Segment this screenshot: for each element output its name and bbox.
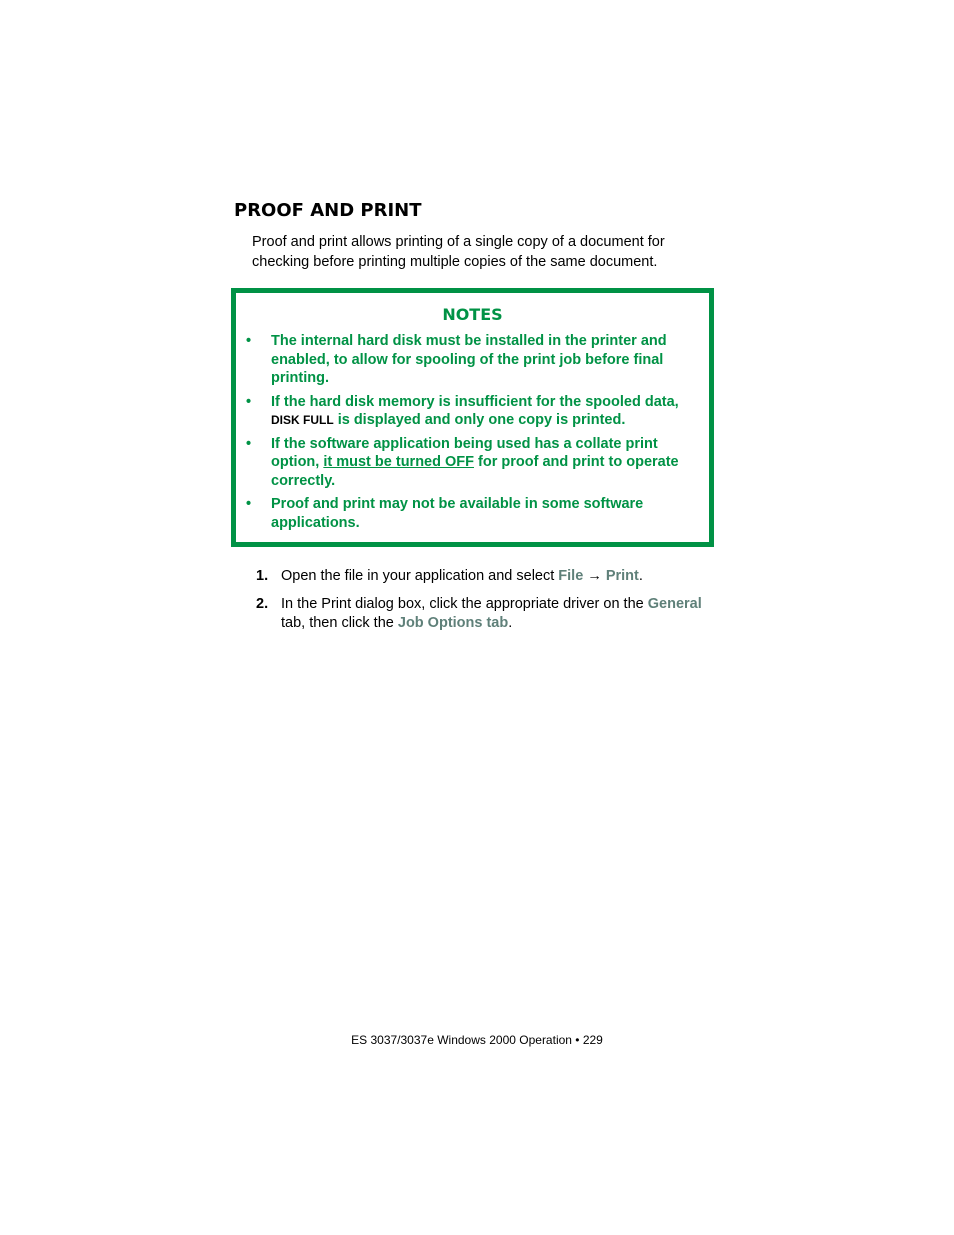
note-item — [246, 495, 696, 532]
step-number: 2. — [256, 596, 269, 612]
step-punct: . — [638, 568, 643, 584]
steps-list — [256, 567, 726, 642]
notes-list — [246, 332, 696, 537]
step-number: 1. — [256, 568, 269, 584]
bullet-icon: • — [246, 333, 252, 349]
step-item — [256, 595, 726, 633]
lcd-message-code: DISK FULL — [271, 413, 334, 427]
step-text: In the Print dialog box, click the appropriate driver on the — [281, 596, 644, 612]
bullet-icon: • — [246, 435, 252, 452]
page-footer: ES 3037/3037e Windows 2000 Operation • 229 — [351, 1033, 603, 1047]
notes-box — [231, 288, 714, 547]
section-title: PROOF AND PRINT — [234, 200, 422, 221]
notes-title: NOTES — [442, 305, 503, 324]
bullet-icon: • — [246, 496, 252, 512]
step-text: tab, then click the — [281, 615, 394, 631]
menu-ref-file: File — [558, 568, 584, 584]
section-intro: Proof and print allows printing of a single copy of a document for checking before printing multiple copies of the same document. — [252, 234, 665, 270]
note-text: is displayed and only one copy is printed. — [337, 412, 626, 428]
note-item — [246, 332, 696, 388]
arrow-icon: → — [587, 568, 602, 584]
note-text: for proof and print to operate correctly. — [271, 454, 679, 489]
note-text: Proof and print may not be available in some software applications. — [271, 496, 644, 531]
step-punct: . — [508, 615, 513, 631]
note-item — [246, 435, 696, 491]
bullet-icon: • — [246, 393, 252, 410]
step-item — [256, 567, 726, 586]
tab-ref-job-options: Job Options tab — [397, 615, 509, 631]
note-emphasis: it must be turned OFF — [323, 454, 474, 470]
note-item — [246, 393, 696, 430]
step-text: Open the file in your application and select — [281, 568, 555, 584]
menu-ref-print: Print — [605, 568, 639, 584]
note-text: The internal hard disk must be installed in the printer and enabled, to allow for spooling of the print job before final printing. — [271, 333, 667, 386]
note-text: If the hard disk memory is insufficient for the spooled data, — [271, 393, 679, 410]
tab-ref-general: General — [647, 596, 702, 612]
note-text: If the software application being used has a collate print option, — [271, 435, 658, 470]
